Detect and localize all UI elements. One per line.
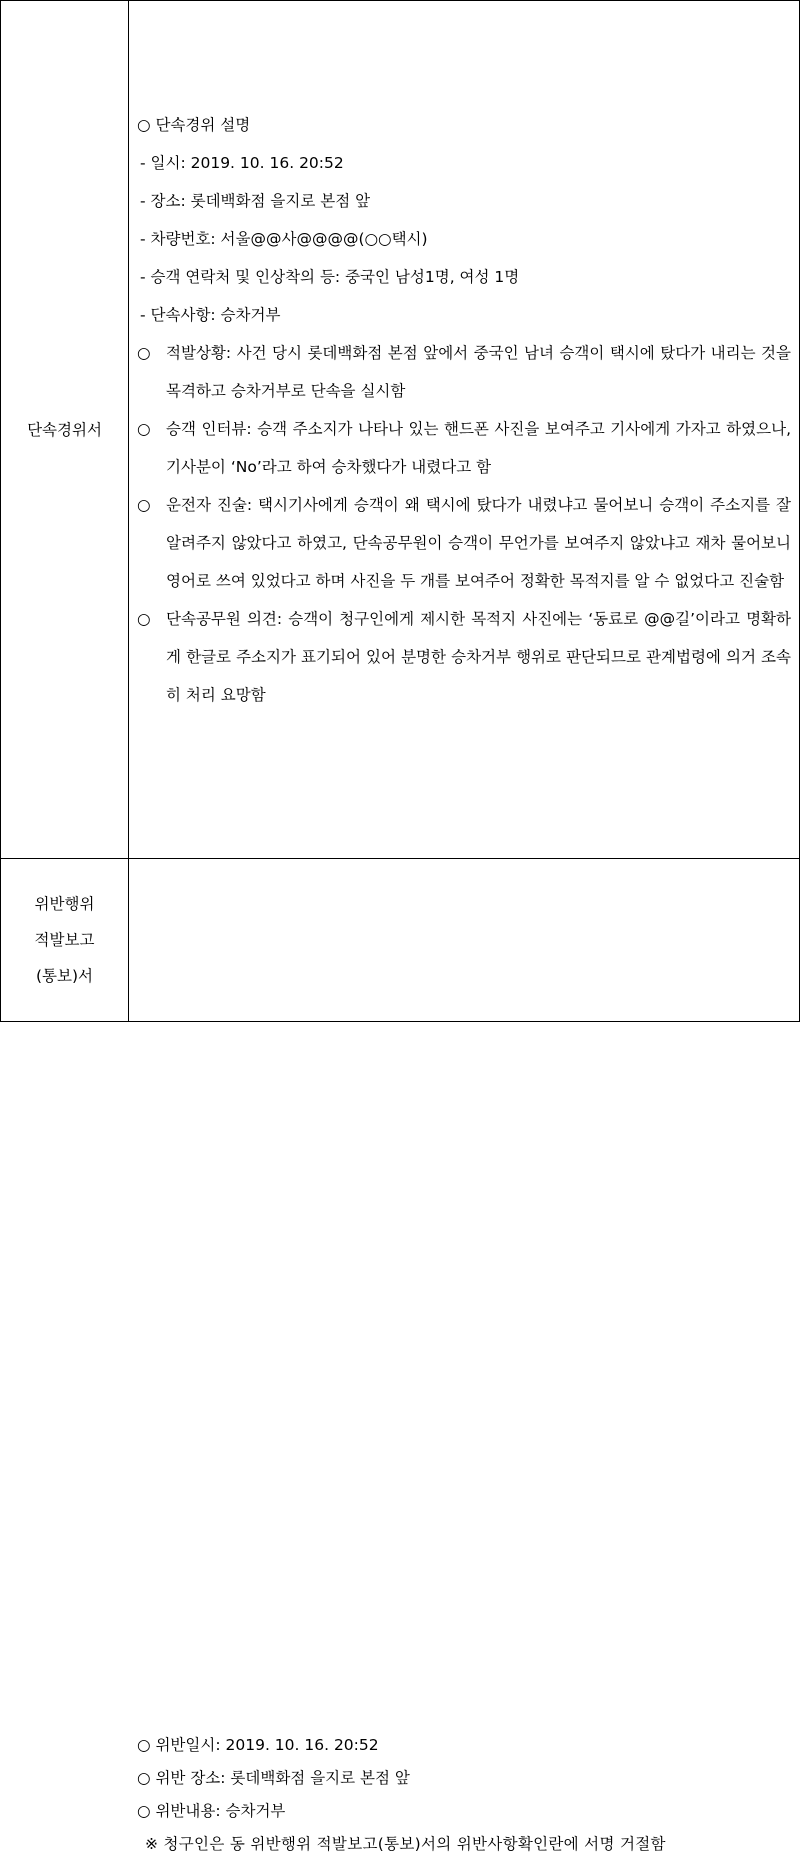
detail-passenger-info: - 승객 연락처 및 인상착의 등: 중국인 남성1명, 여성 1명 (140, 268, 520, 286)
paragraph-detection-situation (137, 334, 791, 410)
signature-refusal-note: ※ 청구인은 동 위반행위 적발보고(통보)서의 위반사항확인란에 서명 거절함 (145, 1834, 666, 1853)
section-heading: ○ 단속경위 설명 (137, 116, 251, 134)
bullet-circle-icon: ○ (137, 496, 151, 514)
enforcement-report-row (1, 1, 800, 859)
enforcement-report-content (129, 1, 800, 859)
violation-location: ○ 위반 장소: 롯데백화점 을지로 본점 앞 (137, 1768, 410, 1787)
paragraph-passenger-interview (137, 410, 791, 486)
paragraph-text: 적발상황: 사건 당시 롯데백화점 본점 앞에서 중국인 남녀 승객이 택시에 탔다가 내리는 것을 목격하고 승차거부로 단속을 실시함 (166, 344, 791, 400)
detail-vehicle-number: - 차량번호: 서울@@사@@@@(○○택시) (140, 230, 428, 248)
violation-report-label (1, 858, 129, 1021)
paragraph-officer-opinion (137, 600, 791, 714)
violation-report-title-line1: 위반행위 (34, 894, 95, 913)
enforcement-report-label (1, 1, 129, 859)
violation-datetime: ○ 위반일시: 2019. 10. 16. 20:52 (137, 1735, 379, 1754)
bullet-circle-icon: ○ (137, 344, 151, 362)
detail-datetime: - 일시: 2019. 10. 16. 20:52 (140, 154, 344, 172)
paragraph-text: 승객 인터뷰: 승객 주소지가 나타나 있는 핸드폰 사진을 보여주고 기사에게 가자고 하였으나, 기사분이 ‘No’라고 하여 승차했다가 내렸다고 함 (166, 420, 791, 476)
violation-report-title-line2: 적발보고 (34, 930, 95, 949)
violation-content: ○ 위반내용: 승차거부 (137, 1801, 286, 1820)
violation-report-title-line3: (통보)서 (35, 966, 93, 985)
paragraph-text: 운전자 진술: 택시기사에게 승객이 왜 택시에 탔다가 내렸냐고 물어보니 승객이 주소지를 잘 알려주지 않았다고 하였고, 단속공무원이 승객이 무언가를 보여주지 않았냐고 재차 물어보니 영어로 쓰여 있었다고 하며 사진을 두 개를 보여주어 정확한 목적지를 알 수 없었다고 진술함 (166, 496, 791, 590)
violation-report-content (129, 858, 800, 1853)
paragraph-text: 단속공무원 의견: 승객이 청구인에게 제시한 목적지 사진에는 ‘동료로 @@길’이라고 명확하게 한글로 주소지가 표기되어 있어 분명한 승차거부 행위로 판단되므로 관계법령에 의거 조속히 처리 요망함 (166, 610, 791, 704)
detail-violation: - 단속사항: 승차거부 (140, 306, 281, 324)
paragraph-driver-statement (137, 486, 791, 600)
violation-report-row (1, 858, 800, 1021)
enforcement-report-title: 단속경위서 (27, 421, 102, 440)
bullet-circle-icon: ○ (137, 610, 151, 628)
bullet-circle-icon: ○ (137, 420, 151, 438)
detail-location: - 장소: 롯데백화점 을지로 본점 앞 (140, 192, 371, 210)
